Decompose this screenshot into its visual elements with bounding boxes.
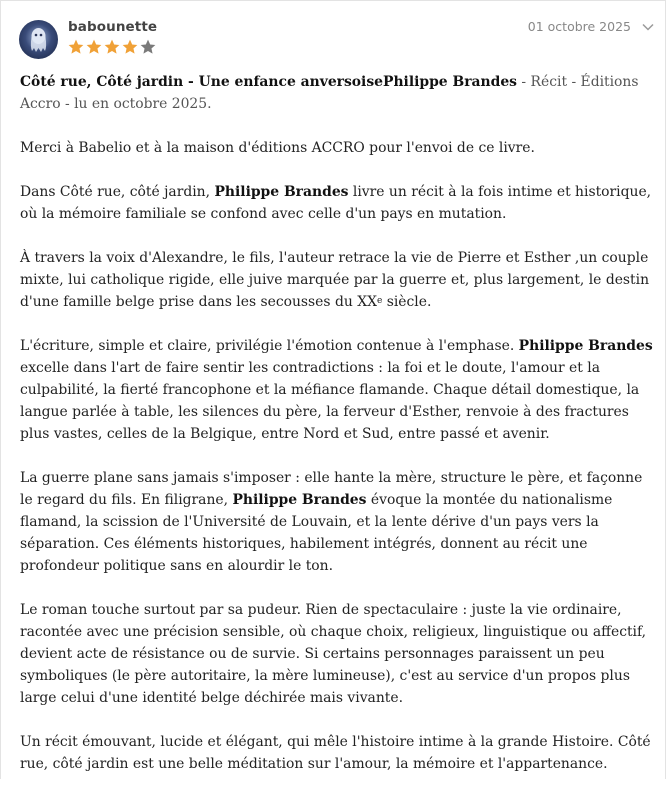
review-body	[20, 71, 653, 797]
paragraph-6: Un récit émouvant, lucide et élégant, qui mêle l'histoire intime à la grande Histoire. Côté rue, côté jardin est une belle méditation sur l'amour, la mémoire et l'appartenance.	[20, 734, 651, 772]
star-filled-icon	[103, 38, 121, 56]
star-filled-icon	[67, 38, 85, 56]
paragraph-2	[20, 247, 653, 313]
paragraph-3-text-a: L'écriture, simple et claire, privilégie l'émotion contenue à l'emphase.	[20, 338, 519, 354]
star-empty-icon	[139, 38, 157, 56]
author-mention: Philippe Brandes	[232, 492, 367, 508]
century-superscript: e	[376, 296, 383, 306]
paragraph-2-text-b: siècle.	[382, 294, 432, 310]
paragraph-1-text-b: livre un récit à la fois intime et historique, où la mémoire familiale se confond avec celle d'un pays en mutation.	[20, 184, 652, 222]
star-filled-icon	[85, 38, 103, 56]
chevron-down-icon[interactable]	[641, 20, 655, 34]
paragraph-5: Le roman touche surtout par sa pudeur. Rien de spectaculaire : juste la vie ordinaire, racontée avec une précision sensible, où chaque choix, religieux, linguistique ou affectif, devient acte de résistance ou de survie. Si certains personnages paraissent un peu symboliques (le père autoritaire, la mère lumineuse), c'est au service d'un propos plus large celui d'une identité belge déchirée mais vivante.	[20, 602, 647, 706]
avatar-ghost-icon	[19, 20, 58, 59]
review-header	[19, 19, 659, 61]
paragraph-4-text-b: évoque la montée du nationalisme flamand, la scission de l'Université de Louvain, et la lente dérive d'un pays vers la séparation. Ces éléments historiques, habilement intégrés, donnent au récit une profondeur politique sans en alourdir le ton.	[20, 492, 613, 574]
book-title[interactable]: Côté rue, Côté jardin - Une enfance anversoise	[20, 74, 383, 90]
paragraph-3-text-b: excelle dans l'art de faire sentir les contradictions : la foi et le doute, l'amour et la culpabilité, la fierté francophone et la méfiance flamande. Chaque détail domestique, la langue parlée à table, les silences du père, la ferveur d'Esther, renvoie à des fractures plus vastes, celles de la Belgique, entre Nord et Sud, entre passé et avenir.	[20, 360, 640, 442]
book-meta: - Récit - Éditions Accro - lu en octobre 2025.	[20, 74, 639, 112]
avatar[interactable]	[19, 20, 58, 59]
book-reference-line	[20, 71, 653, 115]
rating-stars	[67, 38, 157, 56]
paragraph-3	[20, 335, 653, 445]
author-mention: Philippe Brandes	[518, 338, 653, 354]
paragraph-1	[20, 181, 653, 225]
author-mention: Philippe Brandes	[214, 184, 349, 200]
star-filled-icon	[121, 38, 139, 56]
book-author[interactable]: Philippe Brandes	[383, 74, 518, 90]
paragraph-4	[20, 467, 653, 577]
review-date: 01 octobre 2025	[527, 19, 631, 34]
paragraph-1-text-a: Dans Côté rue, côté jardin,	[20, 184, 215, 200]
paragraph-2-text-a: À travers la voix d'Alexandre, le fils, l'auteur retrace la vie de Pierre et Esther ,un couple mixte, lui catholique rigide, elle juive marquée par la guerre et, plus largement, le destin d'une famille belge prise dans les secousses du XX	[20, 250, 650, 310]
username[interactable]: babounette	[68, 19, 158, 35]
paragraph-4-text-a: La guerre plane sans jamais s'imposer : elle hante la mère, structure le père, et façonne le regard du fils. En filigrane,	[20, 470, 643, 508]
paragraph-thanks: Merci à Babelio et à la maison d'éditions ACCRO pour l'envoi de ce livre.	[20, 140, 535, 156]
